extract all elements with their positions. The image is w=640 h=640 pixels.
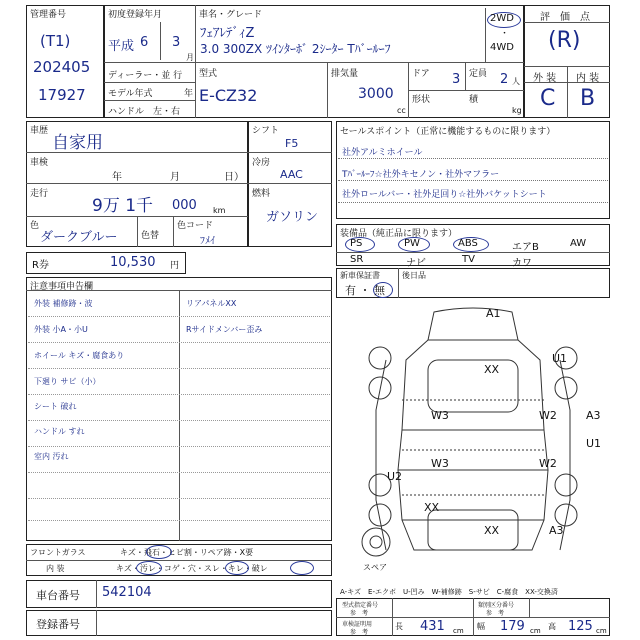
sales-line: 社外アルミホイール	[342, 148, 423, 158]
equip-tv: TV	[462, 254, 475, 265]
recycle-unit: 円	[170, 261, 180, 271]
kanri-t: (T1)	[40, 32, 71, 50]
interior-label: 内 装	[46, 564, 65, 573]
aircon-label: 冷房	[252, 158, 271, 168]
note-left: 室内 汚れ	[34, 452, 69, 461]
note-left: ハンドル すれ	[34, 427, 85, 436]
damage-mark: XX	[484, 524, 500, 537]
grade: 3.0 300ZX ﾂｲﾝﾀｰﾎﾞ 2ｼｰﾀｰ Tﾊﾞｰﾙｰﾌ	[200, 42, 391, 56]
chassis-label: 車台番号	[36, 589, 80, 602]
score-label: 評 価 点	[540, 12, 590, 23]
keijo-label: 形状	[412, 95, 431, 105]
shift: F5	[285, 137, 299, 150]
katashiki: E-CZ32	[199, 86, 258, 105]
damage-mark: W3	[431, 457, 449, 470]
notes-label: 注意事項申告欄	[30, 282, 94, 292]
equip-aw: AW	[570, 238, 587, 249]
color-code: ﾌﾒｲ	[200, 236, 215, 247]
drive-2wd: 2WD	[490, 13, 514, 24]
height-label: 高	[548, 622, 556, 631]
legend: A-キズ E-エクボ U-凹み W-補修跡 S-サビ C-腐食 XX-交換済	[340, 588, 558, 596]
interior: キズ・汚レ・コゲ・穴・スレ・キレ・破レ	[116, 564, 268, 573]
type-sub: 参 考	[350, 610, 369, 617]
equip-pw: PW	[404, 238, 420, 249]
equip-label: 装備品（純正品に限ります）	[340, 229, 458, 239]
inspection-label: 車検	[30, 158, 49, 168]
car-name: ﾌｪｱﾚﾃﾞｨZ	[200, 26, 255, 41]
damage-mark: W2	[539, 409, 557, 422]
width-unit: cm	[530, 627, 541, 635]
name-label: 車名・グレード	[199, 10, 263, 20]
color: ダークブルー	[40, 230, 118, 245]
score-overall: (R)	[548, 28, 581, 53]
inspection-day: 日）	[224, 172, 244, 183]
note-left: 下廻り サビ（小）	[34, 377, 101, 386]
score-int: B	[580, 86, 596, 111]
back-label: 後日品	[402, 271, 426, 280]
mileage-sub: 000	[172, 198, 197, 213]
equip-abs: ABS	[458, 238, 478, 249]
note-right: リアパネルXX	[186, 299, 237, 308]
color-code-label: 色コード	[177, 221, 214, 231]
color-change-label: 色替	[141, 231, 160, 241]
damage-mark: U2	[387, 470, 403, 483]
kanri-num2: 17927	[38, 86, 86, 104]
width-label: 幅	[477, 622, 485, 631]
type-label: 型式指定番号	[342, 602, 379, 609]
sales-line: 社外ロールバー・社外足回り☆社外バケットシート	[342, 190, 547, 200]
class-label: 類別区分番号	[478, 602, 515, 609]
door-label: ドア	[412, 69, 430, 79]
width: 179	[500, 619, 525, 634]
recycle-label: R券	[32, 260, 49, 271]
teiin: 2	[500, 72, 509, 87]
damage-mark: XX	[424, 501, 440, 514]
cert-label: 車検証明用	[342, 621, 373, 628]
model-year-unit: 年	[184, 89, 194, 99]
warranty-label: 新車保証書	[340, 271, 380, 280]
damage-mark: U1	[552, 352, 568, 365]
door: 3	[452, 72, 461, 87]
damage-mark: W3	[431, 409, 449, 422]
note-left: シート 破れ	[34, 402, 77, 411]
shodo-label: 初度登録年月	[108, 10, 163, 20]
history-label: 車歴	[30, 126, 49, 136]
fuel: ガソリン	[266, 210, 319, 225]
class-sub: 参 考	[486, 610, 505, 617]
katashiki-label: 型式	[199, 69, 218, 79]
history: 自家用	[52, 133, 103, 153]
mileage-label: 走行	[30, 189, 49, 199]
model-year-label: モデル年式	[108, 89, 153, 99]
recycle: 10,530	[110, 255, 156, 270]
front-glass: キズ・飛石・ヒビ割・リペア跡・X要	[120, 548, 254, 557]
chassis-number: 542104	[102, 585, 152, 600]
mileage: 9万 1千	[92, 196, 154, 216]
spare-label: スペア	[363, 563, 387, 572]
era: 平成	[108, 39, 135, 54]
aircon: AAC	[280, 168, 303, 181]
equip-navi: ナビ	[406, 258, 426, 269]
handle-label: ハンドル 左・右	[108, 107, 181, 117]
damage-mark: W2	[539, 457, 557, 470]
sales-label: セールスポイント（正常に機能するものに限ります）	[340, 127, 556, 137]
length: 431	[420, 619, 445, 634]
drive-dot: ・	[500, 29, 510, 39]
kanri-label: 管理番号	[30, 10, 67, 20]
fuel-label: 燃料	[252, 189, 271, 199]
damage-mark: A1	[486, 307, 501, 320]
haiki-unit: cc	[397, 106, 406, 115]
inspection-month: 月	[170, 172, 180, 183]
score-ext: C	[540, 86, 556, 111]
front-glass-label: フロントガラス	[30, 548, 86, 557]
kanri-num1: 202405	[33, 58, 91, 76]
score-int-label: 内 装	[576, 73, 600, 84]
score-ext-label: 外 装	[533, 73, 557, 84]
length-unit: cm	[453, 627, 464, 635]
damage-mark: U1	[586, 437, 602, 450]
note-left: 外装 補修跡・波	[34, 299, 93, 308]
length-label: 長	[395, 622, 403, 631]
mileage-unit: km	[213, 206, 226, 215]
damage-mark: XX	[484, 363, 500, 376]
note-right: Rサイドメンバー歪み	[186, 325, 263, 334]
car-diagram	[336, 300, 610, 590]
drive-4wd: 4WD	[490, 42, 514, 53]
equip-sr: SR	[350, 254, 364, 265]
haiki-label: 排気量	[331, 69, 359, 79]
note-left: 外装 小A・小U	[34, 325, 88, 334]
shift-label: シフト	[252, 126, 280, 136]
dealer-label: ディーラー・並 行	[108, 71, 183, 81]
year: 6	[140, 35, 149, 50]
weight-label: 積	[469, 95, 479, 105]
reg-label: 登録番号	[36, 618, 80, 631]
month: 3	[172, 35, 181, 50]
cert-sub: 参 考	[350, 629, 369, 636]
equip-ps: PS	[350, 238, 363, 249]
month-unit: 月	[186, 53, 194, 62]
teiin-label: 定員	[469, 69, 488, 79]
haiki: 3000	[358, 86, 394, 102]
height: 125	[568, 619, 593, 634]
note-left: ホイール キズ・腐食あり	[34, 351, 125, 360]
color-label: 色	[30, 221, 40, 231]
warranty-value: 有 ・ 無	[345, 284, 385, 297]
height-unit: cm	[596, 627, 607, 635]
sales-line: Tﾊﾞｰﾙｰﾌ☆社外キセノン・社外マフラー	[342, 170, 500, 180]
inspection-year: 年	[112, 172, 122, 183]
teiin-unit: 人	[512, 77, 520, 86]
recycle-box	[26, 252, 186, 274]
equip-leather: カワ	[512, 258, 532, 269]
damage-mark: A3	[586, 409, 601, 422]
equip-airbag: エアB	[512, 242, 539, 253]
damage-mark: A3	[549, 524, 564, 537]
weight-unit: kg	[512, 106, 522, 115]
